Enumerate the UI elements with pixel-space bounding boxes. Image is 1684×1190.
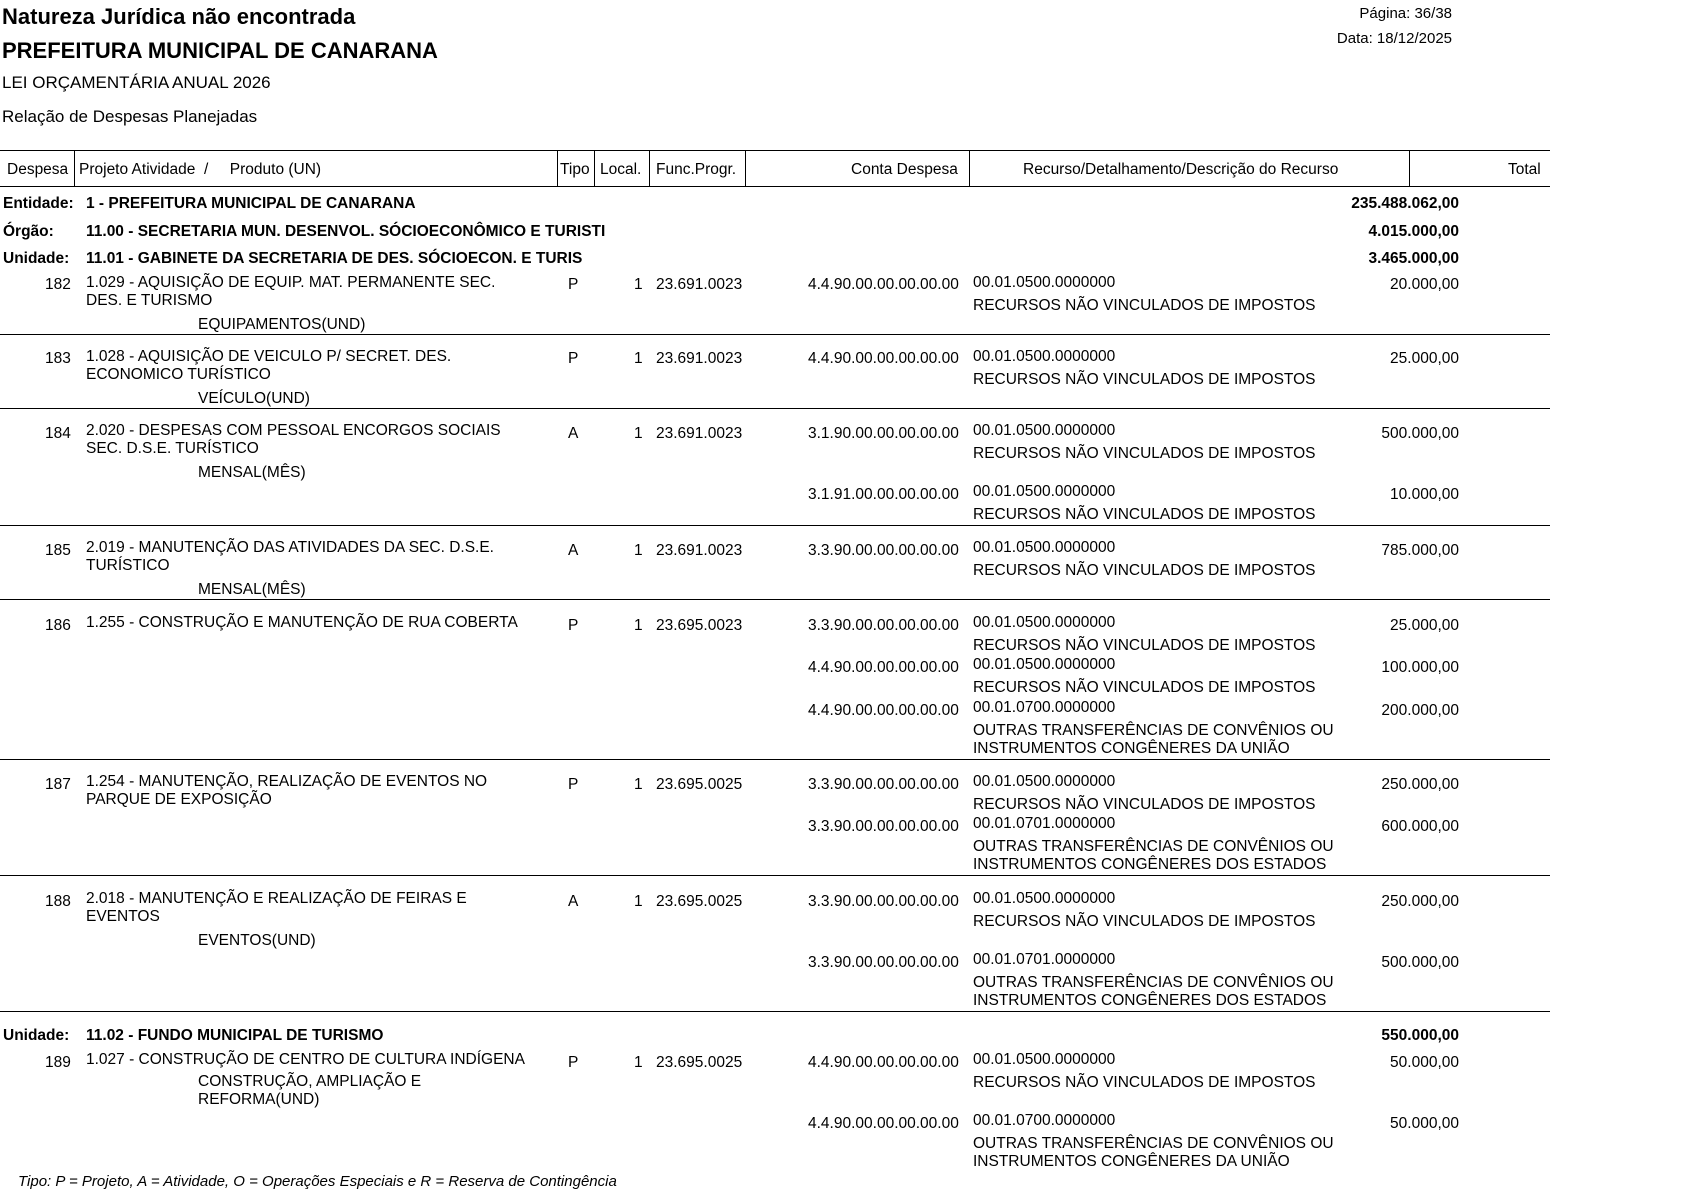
unidade-label: Unidade:	[3, 1027, 70, 1044]
tipo-legend: Tipo: P = Projeto, A = Atividade, O = Operações Especiais e R = Reserva de Contingência	[18, 1173, 617, 1190]
conta-despesa: 3.1.91.00.00.00.00.00	[808, 486, 959, 503]
conta-despesa: 3.3.90.00.00.00.00.00	[808, 617, 959, 634]
conta-despesa: 3.3.90.00.00.00.00.00	[808, 954, 959, 971]
tipo: P	[568, 1054, 579, 1071]
func-progr: 23.691.0023	[656, 425, 743, 442]
entidade-name: 1 - PREFEITURA MUNICIPAL DE CANARANA	[86, 195, 416, 212]
projeto-line1: 2.018 - MANUTENÇÃO E REALIZAÇÃO DE FEIRAS E	[86, 890, 467, 907]
recurso-code: 00.01.0500.0000000	[973, 773, 1116, 790]
row-total: 500.000,00	[1381, 954, 1459, 971]
col-conta-header: Conta Despesa	[851, 161, 958, 178]
entidade-total: 235.488.062,00	[1351, 195, 1459, 212]
row-total: 50.000,00	[1390, 1115, 1459, 1132]
projeto-line1: 2.019 - MANUTENÇÃO DAS ATIVIDADES DA SEC. D.S.E.	[86, 539, 494, 556]
projeto-line2: SEC. D.S.E. TURÍSTICO	[86, 440, 259, 457]
despesa-number: 187	[45, 776, 71, 793]
unidade-total: 550.000,00	[1381, 1027, 1459, 1044]
recurso-code: 00.01.0500.0000000	[973, 274, 1116, 291]
conta-despesa: 3.1.90.00.00.00.00.00	[808, 425, 959, 442]
projeto-line1: 1.255 - CONSTRUÇÃO E MANUTENÇÃO DE RUA COBERTA	[86, 614, 518, 631]
orgao-total: 4.015.000,00	[1368, 223, 1459, 240]
conta-despesa: 3.3.90.00.00.00.00.00	[808, 776, 959, 793]
unidade-total: 3.465.000,00	[1368, 250, 1459, 267]
col-tipo-header: Tipo	[560, 161, 590, 178]
col-recurso-header: Recurso/Detalhamento/Descrição do Recurso	[1023, 161, 1339, 178]
local: 1	[634, 542, 643, 559]
func-progr: 23.691.0023	[656, 542, 743, 559]
report-subtitle: Relação de Despesas Planejadas	[2, 107, 258, 126]
recurso-desc: RECURSOS NÃO VINCULADOS DE IMPOSTOS	[973, 913, 1316, 930]
recurso-code: 00.01.0500.0000000	[973, 483, 1116, 500]
recurso-code: 00.01.0500.0000000	[973, 614, 1116, 631]
tipo: P	[568, 276, 579, 293]
produto: EQUIPAMENTOS(UND)	[198, 316, 366, 333]
projeto-line2: EVENTOS	[86, 908, 160, 925]
recurso-code: 00.01.0700.0000000	[973, 1112, 1116, 1129]
recurso-code: 00.01.0500.0000000	[973, 539, 1116, 556]
conta-despesa: 4.4.90.00.00.00.00.00	[808, 1115, 959, 1132]
orgao-name: 11.00 - SECRETARIA MUN. DESENVOL. SÓCIOECONÔMICO E TURISTI	[86, 223, 606, 240]
despesa-number: 183	[45, 350, 71, 367]
conta-despesa: 4.4.90.00.00.00.00.00	[808, 702, 959, 719]
tipo: A	[568, 542, 579, 559]
despesa-number: 188	[45, 893, 71, 910]
unidade-label: Unidade:	[3, 250, 70, 267]
projeto-line2: ECONOMICO TURÍSTICO	[86, 366, 271, 383]
recurso-desc-line2: INSTRUMENTOS CONGÊNERES DA UNIÃO	[973, 1153, 1290, 1170]
row-total: 25.000,00	[1390, 350, 1459, 367]
row-total: 20.000,00	[1390, 276, 1459, 293]
conta-despesa: 4.4.90.00.00.00.00.00	[808, 1054, 959, 1071]
row-total: 200.000,00	[1381, 702, 1459, 719]
col-total-header: Total	[1508, 161, 1541, 178]
orgao-label: Órgão:	[3, 223, 54, 240]
page-number: Página: 36/38	[1359, 5, 1452, 22]
produto: MENSAL(MÊS)	[198, 581, 306, 598]
report-date: Data: 18/12/2025	[1336, 30, 1452, 47]
col-despesa-header: Despesa	[7, 161, 69, 178]
recurso-code: 00.01.0500.0000000	[973, 656, 1116, 673]
row-total: 10.000,00	[1390, 486, 1459, 503]
col-projeto-header: Projeto Atividade / Produto (UN)	[79, 161, 322, 178]
tipo: P	[568, 350, 579, 367]
despesa-number: 182	[45, 276, 71, 293]
produto: CONSTRUÇÃO, AMPLIAÇÃO E	[198, 1073, 422, 1090]
recurso-desc: RECURSOS NÃO VINCULADOS DE IMPOSTOS	[973, 506, 1316, 523]
budget-law-title: LEI ORÇAMENTÁRIA ANUAL 2026	[2, 73, 271, 92]
recurso-desc: RECURSOS NÃO VINCULADOS DE IMPOSTOS	[973, 445, 1316, 462]
recurso-desc-line2: INSTRUMENTOS CONGÊNERES DOS ESTADOS	[973, 992, 1327, 1009]
recurso-desc: RECURSOS NÃO VINCULADOS DE IMPOSTOS	[973, 796, 1316, 813]
func-progr: 23.695.0025	[656, 1054, 743, 1071]
local: 1	[634, 776, 643, 793]
func-progr: 23.691.0023	[656, 350, 743, 367]
conta-despesa: 4.4.90.00.00.00.00.00	[808, 276, 959, 293]
conta-despesa: 3.3.90.00.00.00.00.00	[808, 818, 959, 835]
recurso-desc: RECURSOS NÃO VINCULADOS DE IMPOSTOS	[973, 679, 1316, 696]
unidade-name: 11.02 - FUNDO MUNICIPAL DE TURISMO	[86, 1027, 384, 1044]
func-progr: 23.695.0025	[656, 776, 743, 793]
func-progr: 23.695.0025	[656, 893, 743, 910]
projeto-line1: 2.020 - DESPESAS COM PESSOAL ENCORGOS SOCIAIS	[86, 422, 501, 439]
despesa-number: 185	[45, 542, 71, 559]
recurso-code: 00.01.0700.0000000	[973, 699, 1116, 716]
row-total: 500.000,00	[1381, 425, 1459, 442]
row-total: 50.000,00	[1390, 1054, 1459, 1071]
func-progr: 23.691.0023	[656, 276, 743, 293]
municipality-title: PREFEITURA MUNICIPAL DE CANARANA	[2, 38, 438, 63]
conta-despesa: 3.3.90.00.00.00.00.00	[808, 893, 959, 910]
col-func-header: Func.Progr.	[656, 161, 737, 178]
unidade-name: 11.01 - GABINETE DA SECRETARIA DE DES. SÓCIOECON. E TURIS	[86, 250, 583, 267]
projeto-line2: DES. E TURISMO	[86, 292, 213, 309]
projeto-line1: 1.027 - CONSTRUÇÃO DE CENTRO DE CULTURA INDÍGENA	[86, 1051, 525, 1068]
row-total: 250.000,00	[1381, 893, 1459, 910]
recurso-desc-line2: INSTRUMENTOS CONGÊNERES DOS ESTADOS	[973, 856, 1327, 873]
recurso-desc: OUTRAS TRANSFERÊNCIAS DE CONVÊNIOS OU	[973, 974, 1334, 991]
local: 1	[634, 893, 643, 910]
row-total: 100.000,00	[1381, 659, 1459, 676]
tipo: P	[568, 617, 579, 634]
recurso-desc: RECURSOS NÃO VINCULADOS DE IMPOSTOS	[973, 297, 1316, 314]
entidade-label: Entidade:	[3, 195, 74, 212]
recurso-desc: RECURSOS NÃO VINCULADOS DE IMPOSTOS	[973, 371, 1316, 388]
conta-despesa: 3.3.90.00.00.00.00.00	[808, 542, 959, 559]
local: 1	[634, 617, 643, 634]
conta-despesa: 4.4.90.00.00.00.00.00	[808, 350, 959, 367]
recurso-desc: OUTRAS TRANSFERÊNCIAS DE CONVÊNIOS OU	[973, 838, 1334, 855]
despesa-number: 186	[45, 617, 71, 634]
func-progr: 23.695.0023	[656, 617, 743, 634]
report-title: Natureza Jurídica não encontrada	[2, 4, 356, 29]
recurso-code: 00.01.0701.0000000	[973, 951, 1116, 968]
recurso-code: 00.01.0500.0000000	[973, 348, 1116, 365]
tipo: A	[568, 425, 579, 442]
row-total: 785.000,00	[1381, 542, 1459, 559]
local: 1	[634, 425, 643, 442]
local: 1	[634, 350, 643, 367]
row-total: 250.000,00	[1381, 776, 1459, 793]
projeto-line2: PARQUE DE EXPOSIÇÃO	[86, 791, 272, 808]
local: 1	[634, 276, 643, 293]
produto: MENSAL(MÊS)	[198, 464, 306, 481]
despesa-number: 189	[45, 1054, 71, 1071]
conta-despesa: 4.4.90.00.00.00.00.00	[808, 659, 959, 676]
recurso-desc: RECURSOS NÃO VINCULADOS DE IMPOSTOS	[973, 562, 1316, 579]
recurso-desc: OUTRAS TRANSFERÊNCIAS DE CONVÊNIOS OU	[973, 722, 1334, 739]
recurso-code: 00.01.0500.0000000	[973, 890, 1116, 907]
projeto-line2: TURÍSTICO	[86, 557, 170, 574]
recurso-code: 00.01.0701.0000000	[973, 815, 1116, 832]
recurso-desc-line2: INSTRUMENTOS CONGÊNERES DA UNIÃO	[973, 740, 1290, 757]
recurso-desc: OUTRAS TRANSFERÊNCIAS DE CONVÊNIOS OU	[973, 1135, 1334, 1152]
row-total: 600.000,00	[1381, 818, 1459, 835]
tipo: P	[568, 776, 579, 793]
tipo: A	[568, 893, 579, 910]
produto: EVENTOS(UND)	[198, 932, 316, 949]
recurso-desc: RECURSOS NÃO VINCULADOS DE IMPOSTOS	[973, 637, 1316, 654]
row-total: 25.000,00	[1390, 617, 1459, 634]
produto: VEÍCULO(UND)	[198, 390, 310, 407]
despesa-number: 184	[45, 425, 71, 442]
projeto-line1: 1.029 - AQUISIÇÃO DE EQUIP. MAT. PERMANENTE SEC.	[86, 274, 496, 291]
col-local-header: Local.	[600, 161, 642, 178]
produto-line2: REFORMA(UND)	[198, 1091, 320, 1108]
projeto-line1: 1.254 - MANUTENÇÃO, REALIZAÇÃO DE EVENTOS NO	[86, 773, 488, 790]
recurso-code: 00.01.0500.0000000	[973, 1051, 1116, 1068]
recurso-desc: RECURSOS NÃO VINCULADOS DE IMPOSTOS	[973, 1074, 1316, 1091]
recurso-code: 00.01.0500.0000000	[973, 422, 1116, 439]
local: 1	[634, 1054, 643, 1071]
projeto-line1: 1.028 - AQUISIÇÃO DE VEICULO P/ SECRET. DES.	[86, 348, 452, 365]
